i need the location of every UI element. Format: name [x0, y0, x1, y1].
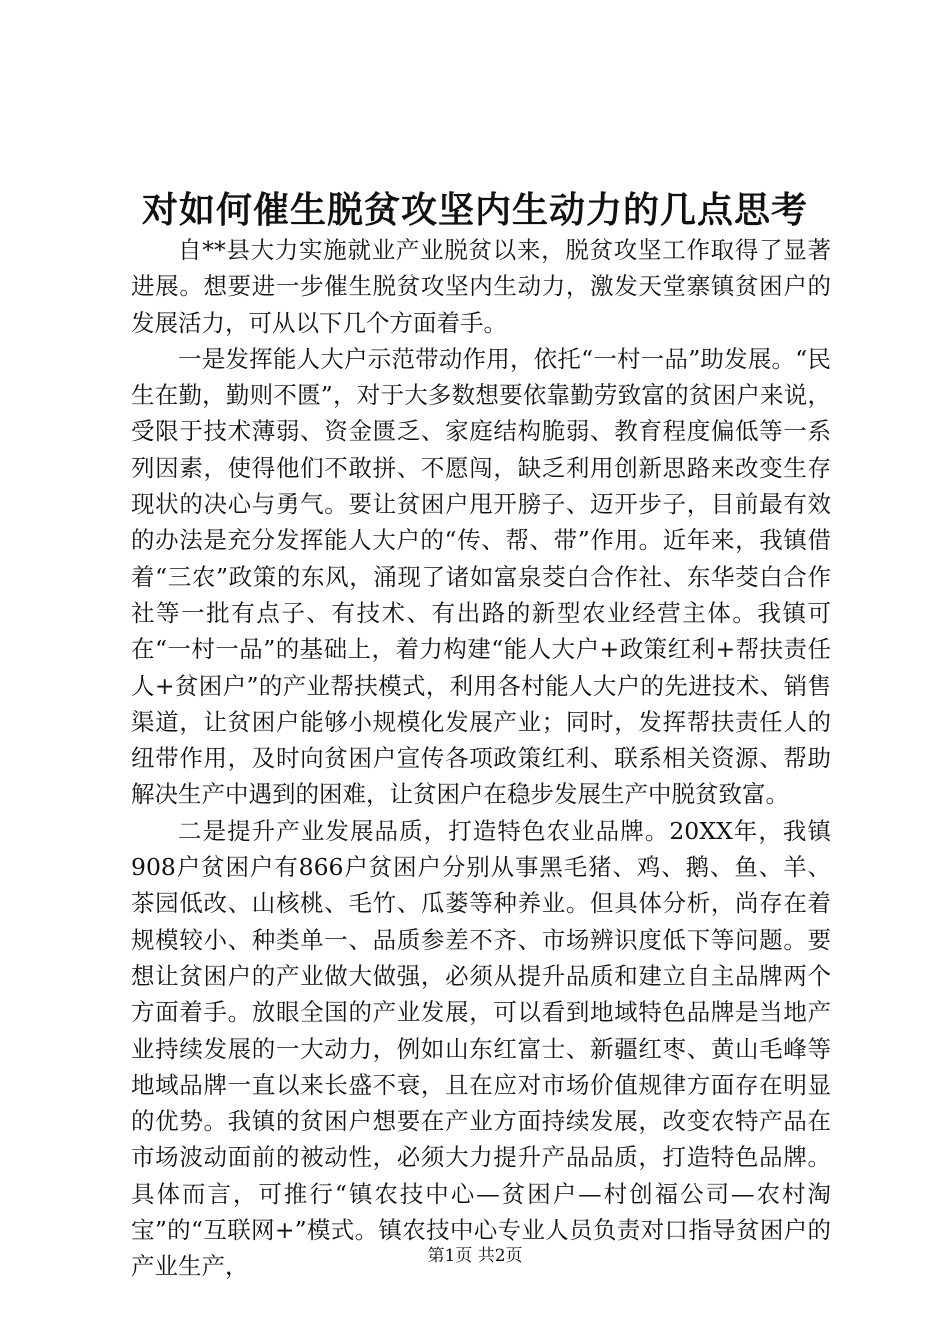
document-title: 对如何催生脱贫攻坚内生动力的几点思考	[141, 189, 808, 231]
paragraph-point-one: 一是发挥能人大户示范带动作用，依托“一村一品”助发展。“民生在勤，勤则不匮”，对于大多数想要依靠勤劳致富的贫困户来说，受限于技术薄弱、资金匮乏、家庭结构脆弱、教育程度偏低等一系列因素，使得他们不敢拼、不愿闯，缺乏利用创新思路来改变生存现状的决心与勇气。要让贫困户甩开膀子、迈开步子，目前最有效的办法是充分发挥能人大户的“传、帮、带”作用。近年来，我镇借着“三农”政策的东风，涌现了诸如富泉茭白合作社、东华茭白合作社等一批有点子、有技术、有出路的新型农业经营主体。我镇可在“一村一品”的基础上，着力构建“能人大户+政策红利+帮扶责任人+贫困户”的产业帮扶模式，利用各村能人大户的先进技术、销售渠道，让贫困户能够小规模化发展产业；同时，发挥帮扶责任人的纽带作用，及时向贫困户宣传各项政策红利、联系相关资源、帮助解决生产中遇到的困难，让贫困户在稳步发展生产中脱贫致富。	[131, 344, 831, 809]
paragraph-point-two: 二是提升产业发展品质，打造特色农业品牌。20XX年，我镇908户贫困户有866户贫困户分别从事黑毛猪、鸡、鹅、鱼、羊、茶园低改、山核桃、毛竹、瓜蒌等种养业。但具体分析，尚存在着规模较小、种类单一、品质参差不齐、市场辨识度低下等问题。要想让贫困户的产业做大做强，必须从提升品质和建立自主品牌两个方面着手。放眼全国的产业发展，可以看到地域特色品牌是当地产业持续发展的一大动力，例如山东红富士、新疆红枣、黄山毛峰等地域品牌一直以来长盛不衰，且在应对市场价值规律方面存在明显的优势。我镇的贫困户想要在产业方面持续发展，改变农特产品在市场波动面前的被动性，必须大力提升产品品质，打造特色品牌。具体而言，可推行“镇农技中心—贫困户—村创福公司—农村淘宝”的“互联网+”模式。镇农技中心专业人员负责对口指导贫困户的产业生产，	[131, 816, 831, 1281]
document-body	[131, 232, 831, 1285]
page-number-footer: 第1页 共2页	[427, 1246, 523, 1266]
paragraph-intro: 自**县大力实施就业产业脱贫以来，脱贫攻坚工作取得了显著进展。想要进一步催生脱贫攻坚内生动力，激发天堂寨镇贫困户的发展活力，可从以下几个方面着手。	[131, 236, 831, 337]
